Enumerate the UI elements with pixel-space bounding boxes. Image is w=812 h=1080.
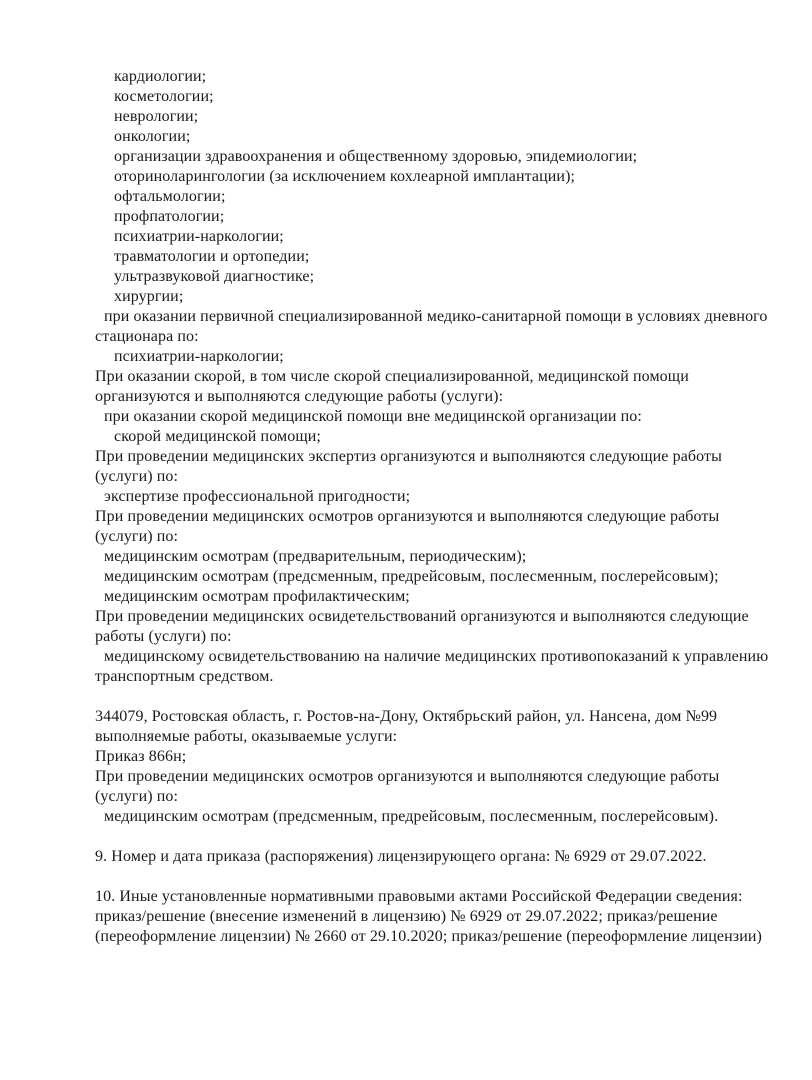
text-line: 9. Номер и дата приказа (распоряжения) лицензирующего органа: № 6929 от 29.07.2022. bbox=[95, 848, 707, 865]
text-line: кардиологии; bbox=[114, 68, 207, 85]
text-line: неврологии; bbox=[114, 108, 199, 125]
text-line: (услуги) по: bbox=[95, 788, 179, 805]
text-line: косметологии; bbox=[114, 88, 214, 105]
text-line: психиатрии-наркологии; bbox=[114, 228, 284, 245]
text-line: работы (услуги) по: bbox=[95, 628, 232, 645]
text-line: медицинским осмотрам профилактическим; bbox=[104, 588, 410, 605]
text-line: При проведении медицинских экспертиз организуются и выполняются следующие работы bbox=[95, 448, 722, 465]
text-line: психиатрии-наркологии; bbox=[114, 348, 284, 365]
text-line: При проведении медицинских осмотров организуются и выполняются следующие работы bbox=[95, 768, 720, 785]
text-line: оториноларингологии (за исключением кохлеарной имплантации); bbox=[114, 168, 576, 185]
text-line: организации здравоохранения и общественному здоровью, эпидемиологии; bbox=[114, 148, 638, 165]
text-line: При проведении медицинских освидетельствований организуются и выполняются следующие bbox=[95, 608, 749, 625]
text-line: приказ/решение (внесение изменений в лицензию) № 6929 от 29.07.2022; приказ/решение bbox=[95, 908, 718, 925]
text-line: При оказании скорой, в том числе скорой специализированной, медицинской помощи bbox=[95, 368, 689, 385]
text-line: онкологии; bbox=[114, 128, 191, 145]
text-line: 10. Иные установленные нормативными правовыми актами Российской Федерации сведения: bbox=[95, 888, 743, 905]
text-line: при оказании скорой медицинской помощи вне медицинской организации по: bbox=[104, 408, 642, 425]
text-line: 344079, Ростовская область, г. Ростов-на-Дону, Октябрьский район, ул. Нансена, дом №99 bbox=[95, 708, 718, 725]
text-line: при оказании первичной специализированной медико-санитарной помощи в условиях дневного bbox=[104, 308, 768, 325]
text-line: (услуги) по: bbox=[95, 468, 179, 485]
text-line: стационара по: bbox=[95, 328, 199, 345]
blank-line bbox=[95, 687, 792, 707]
text-line: При проведении медицинских осмотров организуются и выполняются следующие работы bbox=[95, 508, 720, 525]
license-document-text bbox=[95, 67, 792, 947]
text-line: хирургии; bbox=[114, 288, 184, 305]
text-line: организуются и выполняются следующие работы (услуги): bbox=[95, 388, 504, 405]
text-line: медицинским осмотрам (предсменным, предрейсовым, послесменным, послерейсовым); bbox=[104, 568, 719, 585]
text-line: медицинским осмотрам (предварительным, периодическим); bbox=[104, 548, 527, 565]
text-line: Приказ 866н; bbox=[95, 748, 187, 765]
text-line: (переоформление лицензии) № 2660 от 29.10.2020; приказ/решение (переоформление лицензии) bbox=[95, 928, 762, 945]
text-line: выполняемые работы, оказываемые услуги: bbox=[95, 728, 398, 745]
text-line: профпатологии; bbox=[114, 208, 225, 225]
text-line: транспортным средством. bbox=[95, 668, 274, 685]
text-line: экспертизе профессиональной пригодности; bbox=[104, 488, 411, 505]
text-line: ультразвуковой диагностике; bbox=[114, 268, 315, 285]
blank-line bbox=[95, 867, 792, 887]
text-line: скорой медицинской помощи; bbox=[114, 428, 321, 445]
text-line: медицинским осмотрам (предсменным, предрейсовым, послесменным, послерейсовым). bbox=[104, 808, 719, 825]
text-line: (услуги) по: bbox=[95, 528, 179, 545]
blank-line bbox=[95, 827, 792, 847]
text-line: офтальмологии; bbox=[114, 188, 226, 205]
text-line: медицинскому освидетельствованию на наличие медицинских противопоказаний к управлению bbox=[104, 648, 769, 665]
text-line: травматологии и ортопедии; bbox=[114, 248, 310, 265]
